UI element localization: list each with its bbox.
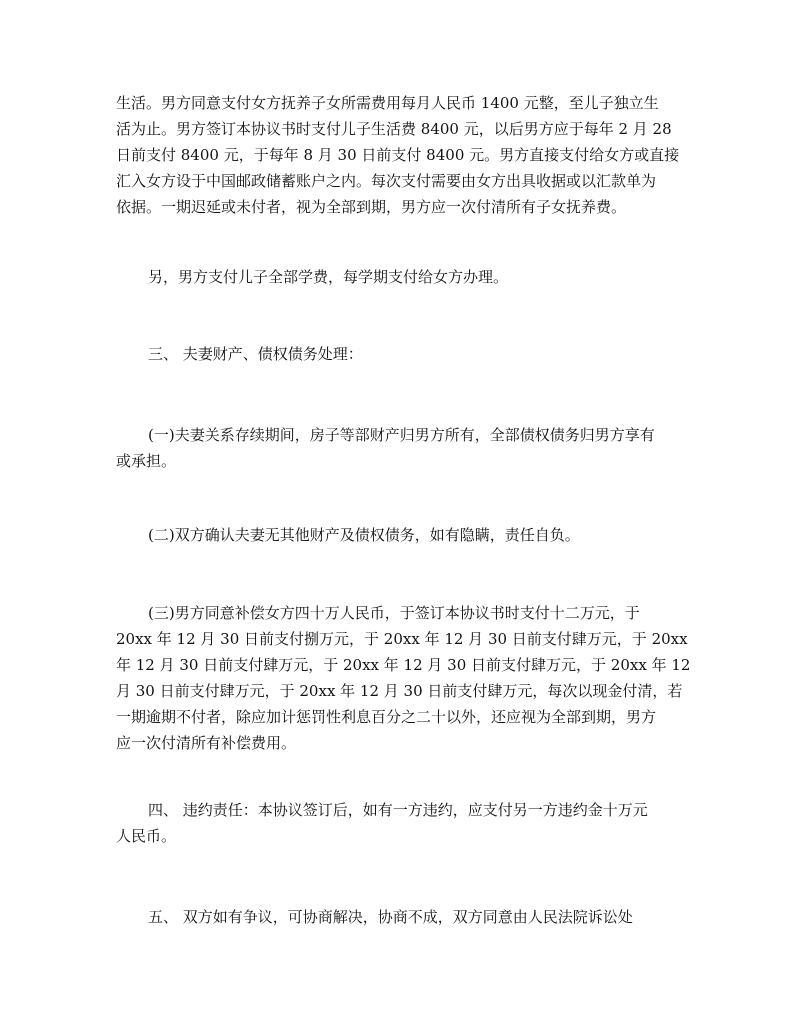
text-line: 三、 夫妻财产、债权债务处理： <box>148 345 363 363</box>
text-line: (二)双方确认夫妻无其他财产及债权债务，如有隐瞒，责任自负。 <box>148 526 580 544</box>
text-line: 年 12 月 30 日前支付肆万元，于 20xx 年 12 月 30 日前支付肆万元，于 20xx 年 12 <box>116 656 691 674</box>
text-line: 日前支付 8400 元，于每年 8 月 30 日前支付 8400 元。男方直接支付给女方或直接 <box>116 146 680 164</box>
paragraph-child-support <box>116 90 680 220</box>
text-line: 汇入女方设于中国邮政储蓄账户之内。每次支付需要由女方出具收据或以汇款单为 <box>116 172 657 190</box>
paragraph-item-3 <box>116 600 691 756</box>
section-3-heading <box>116 341 708 367</box>
paragraph-item-1 <box>116 422 676 474</box>
paragraph-item-2 <box>116 522 708 548</box>
text-line: 活为止。男方签订本协议书时支付儿子生活费 8400 元，以后男方应于每年 2 月 28 <box>116 120 672 138</box>
text-line: 应一次付清所有补偿费用。 <box>116 734 297 752</box>
text-line: 20xx 年 12 月 30 日前支付捌万元，于 20xx 年 12 月 30 日前支付肆万元，于 20xx <box>116 630 688 648</box>
paragraph-section-5 <box>116 904 708 930</box>
text-line: (一)夫妻关系存续期间，房子等部财产归男方所有，全部债权债务归男方享有 <box>148 426 655 444</box>
text-line: 一期逾期不付者，除应加计惩罚性利息百分之二十以外，还应视为全部到期，男方 <box>116 708 657 726</box>
text-line: 四、 违约责任：本协议签订后，如有一方违约，应支付另一方违约金十万元 <box>148 801 648 819</box>
text-line: 人民币。 <box>116 827 177 845</box>
text-line: 五、 双方如有争议，可协商解决，协商不成，双方同意由人民法院诉讼处 <box>148 908 633 926</box>
paragraph-section-4 <box>116 797 676 849</box>
text-line: 另，男方支付儿子全部学费，每学期支付给女方办理。 <box>148 268 509 286</box>
text-line: (三)男方同意补偿女方四十万人民币，于签订本协议书时支付十二万元，于 <box>148 604 640 622</box>
text-line: 依据。一期迟延或未付者，视为全部到期，男方应一次付清所有子女抚养费。 <box>116 198 627 216</box>
text-line: 或承担。 <box>116 452 177 470</box>
text-line: 月 30 日前支付肆万元，于 20xx 年 12 月 30 日前支付肆万元，每次以现金付清，若 <box>116 682 683 700</box>
paragraph-tuition <box>116 264 708 290</box>
text-line: 生活。男方同意支付女方抚养子女所需费用每月人民币 1400 元整，至儿子独立生 <box>116 94 659 112</box>
